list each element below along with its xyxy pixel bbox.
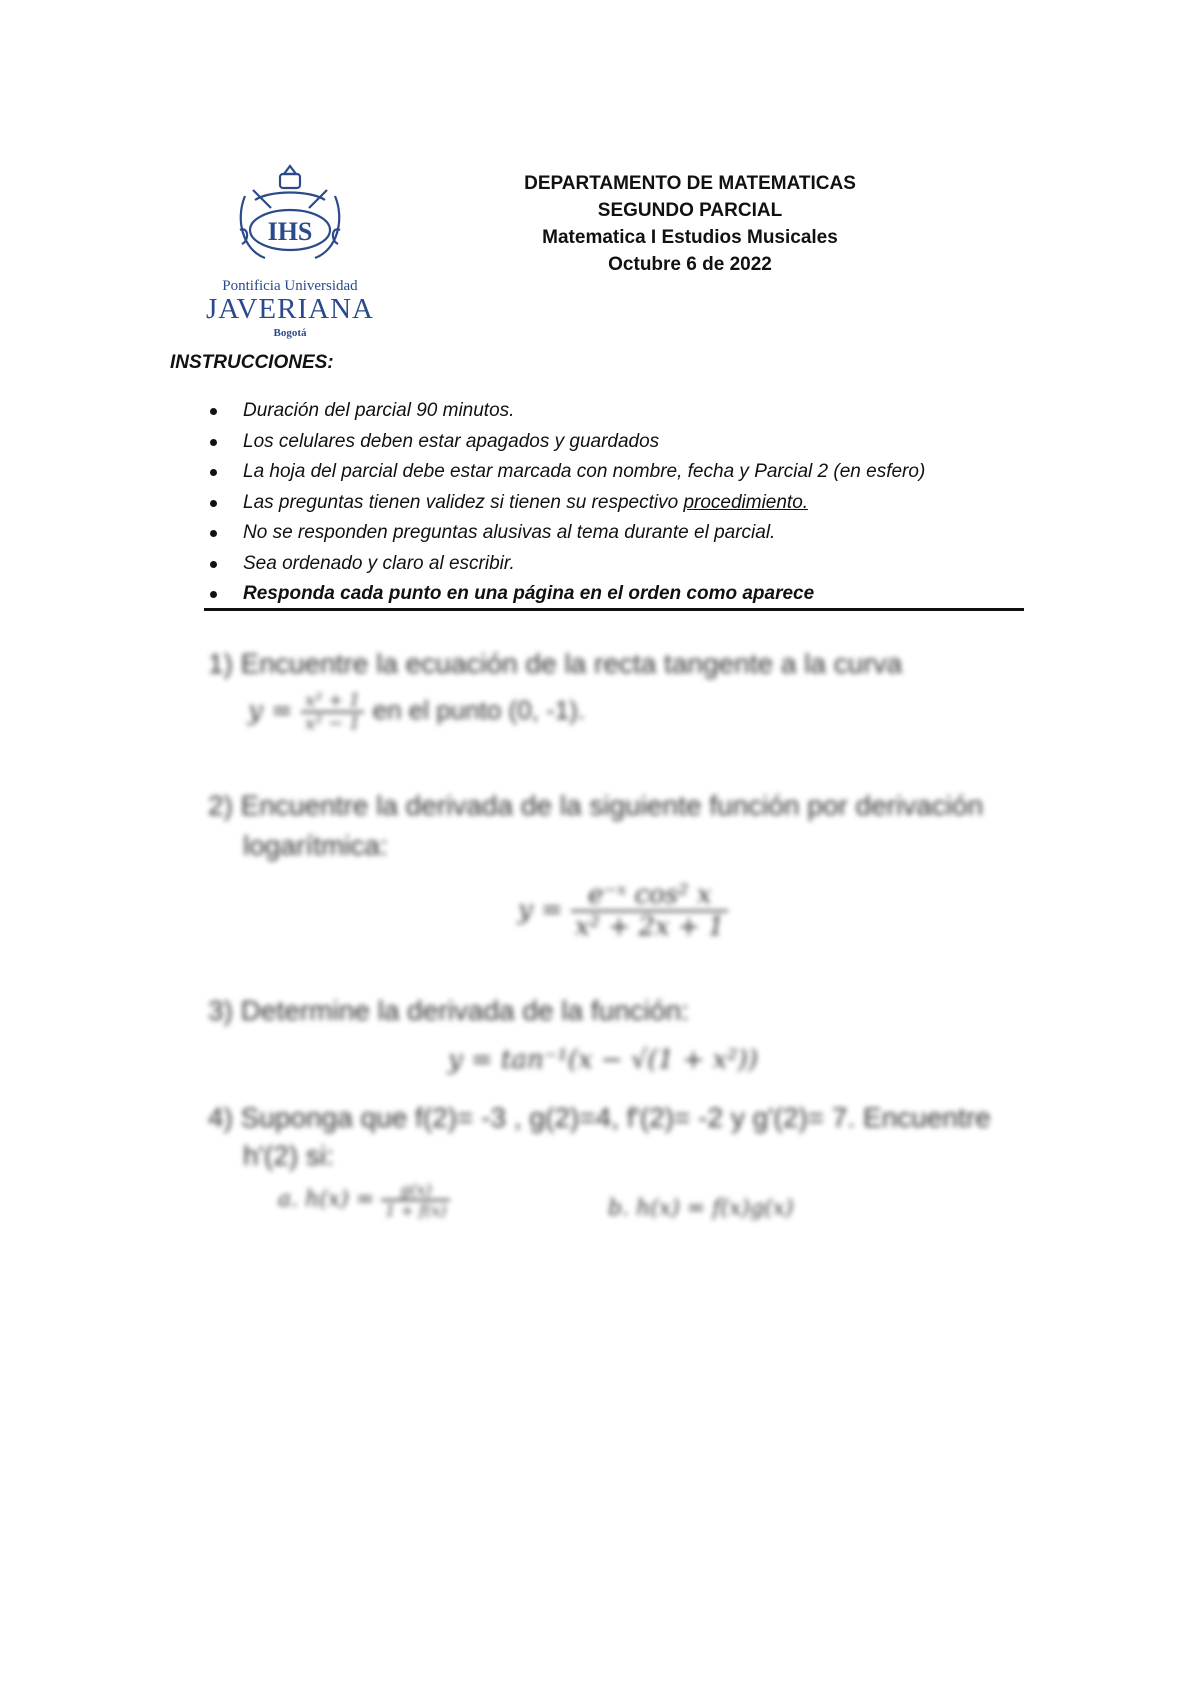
problem-2-formula: y = $\frac{\text{e⁻ˣ cos² x}}{\text{x² + 2x + 1}}$ (518, 880, 728, 942)
list-item: Responda cada punto en una página en el orden como aparece (210, 579, 925, 610)
problem-3-formula: y = tan⁻¹(x − √(1 + x²)) (448, 1045, 758, 1075)
course-title: Matematica I Estudios Musicales (542, 227, 838, 248)
list-item: Las preguntas tienen validez si tienen su respectivo procedimiento. (210, 488, 925, 519)
exam-date: Octubre 6 de 2022 (608, 254, 772, 275)
problem-1-formula: y = $\frac{\text{x² + 1}}{\text{x² − 1}}$ en el punto (0, -1). (248, 690, 586, 734)
department-title: DEPARTAMENTO DE MATEMATICAS (524, 173, 856, 194)
instructions-title: INSTRUCCIONES: (170, 352, 334, 373)
list-item: No se responden preguntas alusivas al tema durante el parcial. (210, 518, 925, 549)
problem-4-text: 4) Suponga que f(2)= -3 , g(2)=4, f'(2)= -2 y g'(2)= 7. Encuentre (208, 1102, 991, 1133)
problem-3-text: 3) Determine la derivada de la función: (208, 995, 689, 1026)
problem-1-text: 1) Encuentre la ecuación de la recta tangente a la curva (208, 648, 903, 679)
exam-header (480, 170, 900, 278)
problem-2-text-2: logarítmica: (243, 830, 388, 861)
list-item: Duración del parcial 90 minutos. (210, 396, 925, 427)
problem-4b-formula: b. h(x) = f(x)g(x) (608, 1196, 794, 1221)
crest-icon (225, 160, 355, 272)
logo-name: JAVERIANA (206, 293, 374, 325)
exam-title: SEGUNDO PARCIAL (597, 200, 783, 221)
list-item: Sea ordenado y claro al escribir. (210, 549, 925, 580)
problem-4a-formula: a. h(x) = $\frac{g(x)}{1 + f(x)}$ (278, 1180, 450, 1220)
svg-text:IHS: IHS (267, 217, 313, 246)
instructions-list (210, 396, 925, 610)
university-logo (190, 160, 390, 340)
list-item: Los celulares deben estar apagados y guardados (210, 427, 925, 458)
logo-city: Bogotá (273, 327, 307, 339)
problem-4-text-2: h'(2) si: (243, 1140, 334, 1171)
list-item: La hoja del parcial debe estar marcada con nombre, fecha y Parcial 2 (en esfero) (210, 457, 925, 488)
problem-2-text: 2) Encuentre la derivada de la siguiente función por derivación (208, 790, 984, 821)
divider (204, 608, 1024, 611)
underlined-word: procedimiento. (683, 491, 809, 513)
logo-university-label: Pontificia Universidad (222, 278, 358, 294)
